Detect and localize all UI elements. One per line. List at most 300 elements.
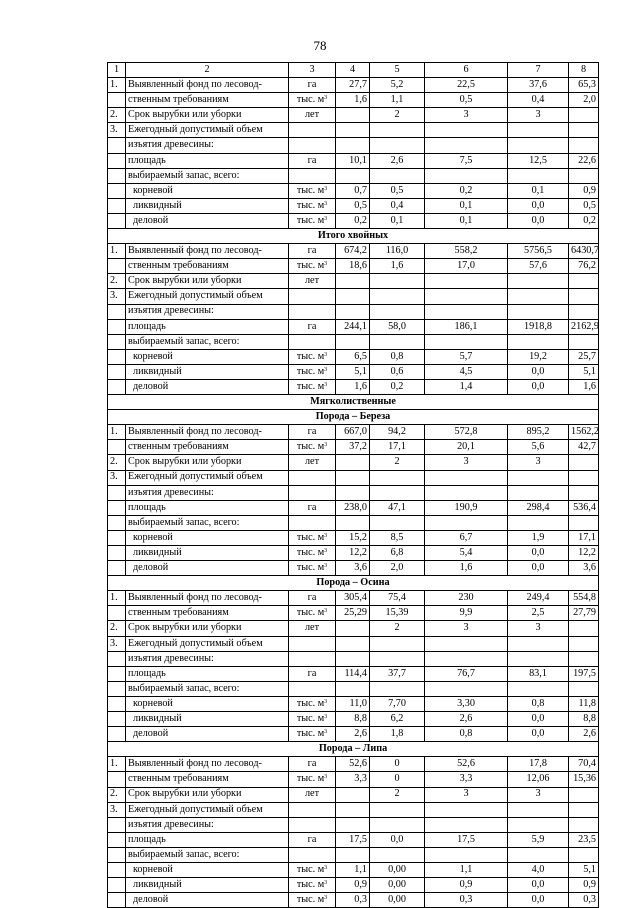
value-col-4: 27,7 xyxy=(336,78,370,93)
value-col-7: 5,9 xyxy=(508,832,569,847)
indicator-name: выбираемый запас, всего: xyxy=(126,847,289,862)
unit xyxy=(289,123,336,138)
value-col-6 xyxy=(425,123,508,138)
value-col-7: 0,4 xyxy=(508,93,569,108)
value-col-5: 0 xyxy=(370,772,425,787)
value-col-8: 6430,7 xyxy=(569,244,599,259)
value-col-5 xyxy=(370,817,425,832)
value-col-4 xyxy=(336,138,370,153)
value-col-7: 83,1 xyxy=(508,666,569,681)
value-col-4: 37,2 xyxy=(336,440,370,455)
indicator-name: ственным требованиям xyxy=(126,440,289,455)
value-col-6 xyxy=(425,334,508,349)
value-col-7: 12,5 xyxy=(508,153,569,168)
table-row xyxy=(108,727,599,742)
value-col-6: 22,5 xyxy=(425,78,508,93)
table-row xyxy=(108,681,599,696)
value-col-5: 0,00 xyxy=(370,893,425,908)
value-col-4: 114,4 xyxy=(336,666,370,681)
indicator-name: Ежегодный допустимый объем xyxy=(126,470,289,485)
unit: га xyxy=(289,666,336,681)
value-col-4: 1,1 xyxy=(336,862,370,877)
column-number: 5 xyxy=(370,63,425,78)
value-col-4: 17,5 xyxy=(336,832,370,847)
unit: тыс. $м^3$ xyxy=(289,379,336,394)
value-col-8: 25,7 xyxy=(569,349,599,364)
value-col-7: 3 xyxy=(508,108,569,123)
value-col-5: 6,2 xyxy=(370,712,425,727)
row-number xyxy=(108,712,126,727)
value-col-7 xyxy=(508,123,569,138)
value-col-7: 19,2 xyxy=(508,349,569,364)
indicator-name: ликвидный xyxy=(126,878,289,893)
column-number: 2 xyxy=(126,63,289,78)
indicator-name: ликвидный xyxy=(126,364,289,379)
row-number xyxy=(108,772,126,787)
indicator-name: Срок вырубки или уборки xyxy=(126,455,289,470)
value-col-8: 70,4 xyxy=(569,757,599,772)
unit: тыс. $м^3$ xyxy=(289,364,336,379)
unit: га xyxy=(289,500,336,515)
column-number: 3 xyxy=(289,63,336,78)
value-col-7: 1,9 xyxy=(508,530,569,545)
value-col-6: 17,0 xyxy=(425,259,508,274)
row-number: 3. xyxy=(108,289,126,304)
table-row xyxy=(108,862,599,877)
table-row xyxy=(108,530,599,545)
value-col-8 xyxy=(569,515,599,530)
indicator-name: изъятия древесины: xyxy=(126,138,289,153)
row-number: 3. xyxy=(108,802,126,817)
table-row xyxy=(108,153,599,168)
unit xyxy=(289,847,336,862)
indicator-name: площадь xyxy=(126,319,289,334)
row-number: 2. xyxy=(108,455,126,470)
value-col-5: 1,8 xyxy=(370,727,425,742)
value-col-6: 3,30 xyxy=(425,696,508,711)
indicator-name: деловой xyxy=(126,893,289,908)
table-row xyxy=(108,561,599,576)
value-col-7 xyxy=(508,485,569,500)
unit xyxy=(289,289,336,304)
value-col-7 xyxy=(508,304,569,319)
indicator-name: площадь xyxy=(126,500,289,515)
value-col-6 xyxy=(425,817,508,832)
cubic-superscript: 3 xyxy=(324,215,328,222)
value-col-4: 8,8 xyxy=(336,712,370,727)
value-col-6 xyxy=(425,802,508,817)
table-row xyxy=(108,787,599,802)
value-col-8: 23,5 xyxy=(569,832,599,847)
row-number xyxy=(108,666,126,681)
indicator-name: Срок вырубки или уборки xyxy=(126,108,289,123)
value-col-7: 0,0 xyxy=(508,379,569,394)
value-col-8: 2,6 xyxy=(569,727,599,742)
value-col-4: 1,6 xyxy=(336,379,370,394)
value-col-5: 58,0 xyxy=(370,319,425,334)
row-number xyxy=(108,530,126,545)
value-col-8 xyxy=(569,681,599,696)
indicator-name: деловой xyxy=(126,213,289,228)
table-row xyxy=(108,455,599,470)
value-col-4 xyxy=(336,334,370,349)
value-col-6 xyxy=(425,636,508,651)
unit xyxy=(289,802,336,817)
table-row xyxy=(108,304,599,319)
unit: тыс. $м^3$ xyxy=(289,198,336,213)
unit: га xyxy=(289,591,336,606)
value-col-7: 5,6 xyxy=(508,440,569,455)
row-number xyxy=(108,183,126,198)
row-number: 2. xyxy=(108,274,126,289)
value-col-4 xyxy=(336,304,370,319)
table-row xyxy=(108,138,599,153)
value-col-8 xyxy=(569,485,599,500)
row-number xyxy=(108,364,126,379)
cubic-superscript: 3 xyxy=(324,95,328,102)
row-number xyxy=(108,198,126,213)
value-col-4: 18,6 xyxy=(336,259,370,274)
value-col-4: 3,6 xyxy=(336,561,370,576)
value-col-5: 0,1 xyxy=(370,213,425,228)
value-col-6: 3 xyxy=(425,108,508,123)
value-col-7: 0,0 xyxy=(508,893,569,908)
value-col-5: 1,6 xyxy=(370,259,425,274)
indicator-name: ственным требованиям xyxy=(126,772,289,787)
indicator-name: изъятия древесины: xyxy=(126,304,289,319)
indicator-name: деловой xyxy=(126,561,289,576)
value-col-7: 0,0 xyxy=(508,878,569,893)
value-col-7: 0,0 xyxy=(508,213,569,228)
indicator-name: ликвидный xyxy=(126,198,289,213)
value-col-4 xyxy=(336,681,370,696)
indicator-name: ственным требованиям xyxy=(126,93,289,108)
section-heading-row xyxy=(108,576,599,591)
value-col-7: 298,4 xyxy=(508,500,569,515)
value-col-8: 76,2 xyxy=(569,259,599,274)
indicator-name: ственным требованиям xyxy=(126,259,289,274)
value-col-4 xyxy=(336,636,370,651)
value-col-7 xyxy=(508,470,569,485)
value-col-8: 12,2 xyxy=(569,546,599,561)
value-col-8: 536,4 xyxy=(569,500,599,515)
value-col-5: 0,0 xyxy=(370,832,425,847)
value-col-6: 52,6 xyxy=(425,757,508,772)
table-row xyxy=(108,878,599,893)
row-number xyxy=(108,153,126,168)
value-col-8 xyxy=(569,621,599,636)
row-number xyxy=(108,651,126,666)
value-col-8 xyxy=(569,787,599,802)
value-col-4 xyxy=(336,515,370,530)
value-col-6: 1,4 xyxy=(425,379,508,394)
unit: тыс. $м^3$ xyxy=(289,696,336,711)
cubic-superscript: 3 xyxy=(324,351,328,358)
value-col-5 xyxy=(370,485,425,500)
value-col-4: 1,6 xyxy=(336,93,370,108)
value-col-7 xyxy=(508,636,569,651)
cubic-superscript: 3 xyxy=(324,608,328,615)
indicator-name: выбираемый запас, всего: xyxy=(126,168,289,183)
section-title: Итого хвойных xyxy=(108,229,599,244)
value-col-8: 15,36 xyxy=(569,772,599,787)
row-number xyxy=(108,561,126,576)
value-col-4 xyxy=(336,621,370,636)
value-col-6: 1,6 xyxy=(425,561,508,576)
row-number xyxy=(108,681,126,696)
row-number xyxy=(108,832,126,847)
value-col-4: 0,7 xyxy=(336,183,370,198)
value-col-8: 27,79 xyxy=(569,606,599,621)
indicator-name: площадь xyxy=(126,832,289,847)
table-row xyxy=(108,168,599,183)
value-col-8 xyxy=(569,304,599,319)
row-number: 1. xyxy=(108,591,126,606)
value-col-6: 2,6 xyxy=(425,712,508,727)
value-col-8: 3,6 xyxy=(569,561,599,576)
row-number: 3. xyxy=(108,470,126,485)
value-col-5: 0,5 xyxy=(370,183,425,198)
table-row xyxy=(108,289,599,304)
indicator-name: Срок вырубки или уборки xyxy=(126,787,289,802)
value-col-7: 5756,5 xyxy=(508,244,569,259)
indicator-name: изъятия древесины: xyxy=(126,651,289,666)
value-col-5 xyxy=(370,304,425,319)
table-row xyxy=(108,500,599,515)
value-col-5: 8,5 xyxy=(370,530,425,545)
indicator-name: Ежегодный допустимый объем xyxy=(126,123,289,138)
column-number: 8 xyxy=(569,63,599,78)
unit: га xyxy=(289,244,336,259)
row-number xyxy=(108,259,126,274)
unit: тыс. $м^3$ xyxy=(289,878,336,893)
value-col-5: 0,6 xyxy=(370,364,425,379)
value-col-6: 5,7 xyxy=(425,349,508,364)
value-col-5 xyxy=(370,168,425,183)
value-col-8: 17,1 xyxy=(569,530,599,545)
table-row xyxy=(108,108,599,123)
value-col-4 xyxy=(336,817,370,832)
value-col-4: 52,6 xyxy=(336,757,370,772)
table-row xyxy=(108,802,599,817)
value-col-4: 15,2 xyxy=(336,530,370,545)
table-row xyxy=(108,470,599,485)
value-col-8: 8,8 xyxy=(569,712,599,727)
value-col-5 xyxy=(370,515,425,530)
value-col-6 xyxy=(425,681,508,696)
table-row xyxy=(108,349,599,364)
table-row xyxy=(108,198,599,213)
value-col-7: 37,6 xyxy=(508,78,569,93)
value-col-7 xyxy=(508,681,569,696)
table-row xyxy=(108,123,599,138)
value-col-7: 0,0 xyxy=(508,727,569,742)
value-col-8 xyxy=(569,455,599,470)
row-number xyxy=(108,213,126,228)
value-col-5: 7,70 xyxy=(370,696,425,711)
table-row xyxy=(108,546,599,561)
value-col-4: 0,9 xyxy=(336,878,370,893)
row-number: 1. xyxy=(108,757,126,772)
unit: тыс. $м^3$ xyxy=(289,712,336,727)
cubic-superscript: 3 xyxy=(324,261,328,268)
value-col-4 xyxy=(336,470,370,485)
value-col-6: 76,7 xyxy=(425,666,508,681)
table-row xyxy=(108,78,599,93)
value-col-4 xyxy=(336,847,370,862)
indicator-name: Выявленный фонд по лесовод- xyxy=(126,425,289,440)
indicator-name: Выявленный фонд по лесовод- xyxy=(126,757,289,772)
value-col-6: 20,1 xyxy=(425,440,508,455)
value-col-7 xyxy=(508,847,569,862)
column-number: 4 xyxy=(336,63,370,78)
value-col-5: 0,8 xyxy=(370,349,425,364)
value-col-6 xyxy=(425,485,508,500)
value-col-4 xyxy=(336,455,370,470)
value-col-6: 0,3 xyxy=(425,893,508,908)
value-col-6 xyxy=(425,847,508,862)
value-col-8 xyxy=(569,138,599,153)
indicator-name: ликвидный xyxy=(126,546,289,561)
value-col-6: 3 xyxy=(425,455,508,470)
value-col-5: 6,8 xyxy=(370,546,425,561)
value-col-6: 0,1 xyxy=(425,198,508,213)
indicator-name: Выявленный фонд по лесовод- xyxy=(126,244,289,259)
page-number: 78 xyxy=(313,38,327,53)
indicator-name: выбираемый запас, всего: xyxy=(126,515,289,530)
indicator-name: Ежегодный допустимый объем xyxy=(126,802,289,817)
table-row xyxy=(108,847,599,862)
value-col-6: 3,3 xyxy=(425,772,508,787)
value-col-6: 6,7 xyxy=(425,530,508,545)
indicator-name: корневой xyxy=(126,696,289,711)
value-col-4: 0,3 xyxy=(336,893,370,908)
column-number: 1 xyxy=(108,63,126,78)
table-row xyxy=(108,485,599,500)
value-col-4 xyxy=(336,168,370,183)
value-col-6: 3 xyxy=(425,621,508,636)
table-row xyxy=(108,696,599,711)
indicator-name: Выявленный фонд по лесовод- xyxy=(126,78,289,93)
row-number: 1. xyxy=(108,425,126,440)
indicator-name: изъятия древесины: xyxy=(126,485,289,500)
unit: тыс. $м^3$ xyxy=(289,561,336,576)
value-col-7: 3 xyxy=(508,787,569,802)
value-col-6 xyxy=(425,515,508,530)
value-col-7: 2,5 xyxy=(508,606,569,621)
value-col-8 xyxy=(569,847,599,862)
value-col-7: 1918,8 xyxy=(508,319,569,334)
value-col-8: 1,6 xyxy=(569,379,599,394)
value-col-6: 186,1 xyxy=(425,319,508,334)
table-row xyxy=(108,757,599,772)
unit: га xyxy=(289,832,336,847)
row-number xyxy=(108,847,126,862)
value-col-5: 5,2 xyxy=(370,78,425,93)
value-col-6: 9,9 xyxy=(425,606,508,621)
indicator-name: выбираемый запас, всего: xyxy=(126,681,289,696)
value-col-4 xyxy=(336,123,370,138)
cubic-superscript: 3 xyxy=(324,895,328,902)
value-col-4: 244,1 xyxy=(336,319,370,334)
value-col-5: 47,1 xyxy=(370,500,425,515)
value-col-4 xyxy=(336,802,370,817)
value-col-7: 17,8 xyxy=(508,757,569,772)
row-number xyxy=(108,440,126,455)
value-col-5: 2 xyxy=(370,455,425,470)
value-col-6: 230 xyxy=(425,591,508,606)
column-number: 7 xyxy=(508,63,569,78)
value-col-5: 37,7 xyxy=(370,666,425,681)
value-col-8: 0,2 xyxy=(569,213,599,228)
section-title: Мягколиственные xyxy=(108,395,599,410)
unit: лет xyxy=(289,274,336,289)
cubic-superscript: 3 xyxy=(324,698,328,705)
cubic-superscript: 3 xyxy=(324,864,328,871)
row-number: 3. xyxy=(108,123,126,138)
row-number xyxy=(108,485,126,500)
value-col-4 xyxy=(336,787,370,802)
section-title: Порода – Липа xyxy=(108,742,599,757)
row-number: 3. xyxy=(108,636,126,651)
section-heading-row xyxy=(108,742,599,757)
value-col-7: 3 xyxy=(508,621,569,636)
value-col-5 xyxy=(370,651,425,666)
value-col-8: 0,3 xyxy=(569,893,599,908)
value-col-6: 0,5 xyxy=(425,93,508,108)
cubic-superscript: 3 xyxy=(324,713,328,720)
value-col-4 xyxy=(336,651,370,666)
value-col-4: 667,0 xyxy=(336,425,370,440)
value-col-7: 0,8 xyxy=(508,696,569,711)
value-col-5: 116,0 xyxy=(370,244,425,259)
value-col-7: 0,0 xyxy=(508,712,569,727)
value-col-6: 190,9 xyxy=(425,500,508,515)
table-row xyxy=(108,591,599,606)
table-row xyxy=(108,893,599,908)
value-col-5 xyxy=(370,289,425,304)
value-col-4: 25,29 xyxy=(336,606,370,621)
value-col-7 xyxy=(508,817,569,832)
unit xyxy=(289,470,336,485)
section-heading-row xyxy=(108,229,599,244)
value-col-7: 0,0 xyxy=(508,561,569,576)
table-row xyxy=(108,651,599,666)
value-col-8 xyxy=(569,289,599,304)
row-number xyxy=(108,379,126,394)
unit: тыс. $м^3$ xyxy=(289,213,336,228)
value-col-5: 75,4 xyxy=(370,591,425,606)
value-col-4: 305,4 xyxy=(336,591,370,606)
value-col-5 xyxy=(370,847,425,862)
value-col-5 xyxy=(370,274,425,289)
forest-fund-table xyxy=(107,62,599,908)
row-number xyxy=(108,168,126,183)
value-col-8: 5,1 xyxy=(569,862,599,877)
section-heading-row xyxy=(108,395,599,410)
value-col-6 xyxy=(425,651,508,666)
unit xyxy=(289,304,336,319)
value-col-7: 0,0 xyxy=(508,364,569,379)
value-col-6: 0,2 xyxy=(425,183,508,198)
value-col-5: 2 xyxy=(370,108,425,123)
cubic-superscript: 3 xyxy=(324,774,328,781)
value-col-8: 22,6 xyxy=(569,153,599,168)
row-number: 2. xyxy=(108,108,126,123)
value-col-5: 0 xyxy=(370,757,425,772)
value-col-5: 2 xyxy=(370,621,425,636)
column-number-row xyxy=(108,63,599,78)
